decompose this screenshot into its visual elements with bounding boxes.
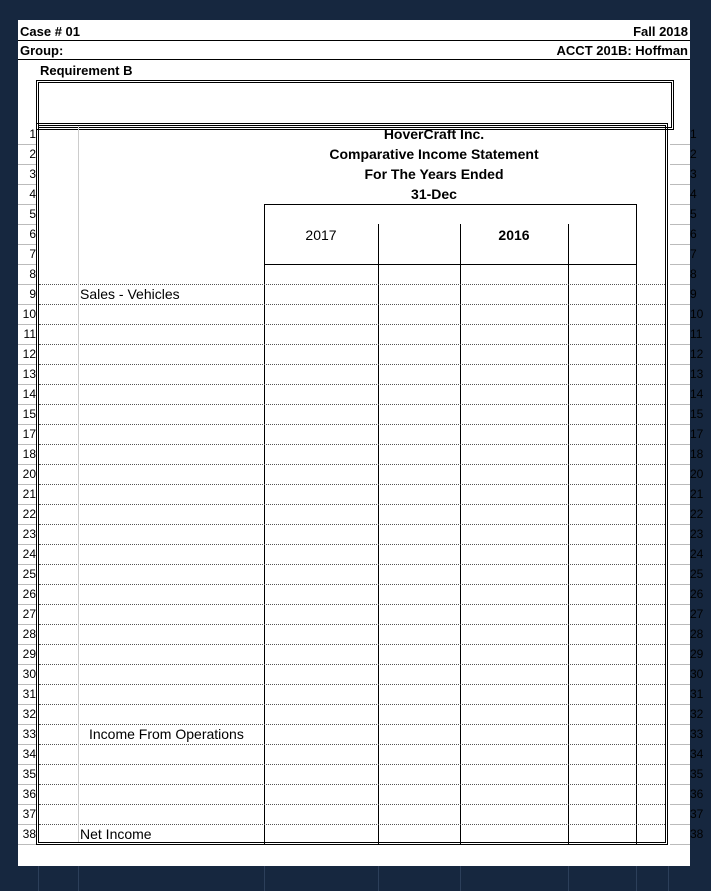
row-number-left: 3: [29, 167, 36, 181]
gutter-line: [18, 324, 36, 325]
row-line: [39, 364, 665, 365]
gutter-line: [18, 204, 36, 205]
gutter-line: [670, 804, 690, 805]
gutter-line: [670, 324, 690, 325]
row-number-left: 29: [22, 647, 36, 661]
row-number-right: 5: [690, 207, 697, 221]
gutter-line: [670, 784, 690, 785]
gutter-line: [670, 184, 690, 185]
row-number-right: 35: [690, 767, 704, 781]
row-number-left: 2: [29, 147, 36, 161]
row-number-right: 12: [690, 347, 704, 361]
company-name: HoverCraft Inc.: [383, 126, 485, 142]
row-number-right: 23: [690, 527, 704, 541]
row-number-right: 15: [690, 407, 704, 421]
gutter-line: [670, 384, 690, 385]
gutter-line: [670, 204, 690, 205]
row-number-left: 12: [22, 347, 36, 361]
row-number-left: 13: [22, 367, 36, 381]
row-line: [39, 404, 665, 405]
row-line: [39, 344, 665, 345]
row-line: [39, 484, 665, 485]
row-number-left: 9: [29, 287, 36, 301]
row-line: [39, 284, 665, 285]
row-number-left: 21: [22, 487, 36, 501]
row-line: [39, 784, 665, 785]
gutter-line: [18, 724, 36, 725]
row-number-left: 11: [23, 327, 36, 341]
gutter-line: [670, 564, 690, 565]
gutter-line: [18, 284, 36, 285]
gutter-line: [18, 364, 36, 365]
row-number-right: 13: [690, 367, 704, 381]
years-box-top: [264, 204, 636, 205]
col-line-d: [568, 224, 569, 845]
row-number-right: 11: [690, 327, 703, 341]
gutter-line: [670, 484, 690, 485]
row-number-left: 31: [22, 687, 36, 701]
row-number-right: 9: [690, 287, 697, 301]
gutter-line: [670, 364, 690, 365]
row-line: [39, 824, 665, 825]
row-number-left: 18: [22, 447, 36, 461]
row-number-left: 24: [22, 547, 36, 561]
gutter-line: [670, 464, 690, 465]
row-number-left: 38: [22, 827, 36, 841]
row-number-left: 20: [22, 467, 36, 481]
gutter-line: [18, 644, 36, 645]
gutter-line: [18, 424, 36, 425]
row-number-right: 7: [690, 247, 697, 261]
row-number-left: 37: [22, 807, 36, 821]
gutter-line: [670, 544, 690, 545]
gutter-line: [18, 224, 36, 225]
row-line: [39, 584, 665, 585]
row-line: [39, 564, 665, 565]
gutter-line: [18, 664, 36, 665]
header-divider: [18, 40, 690, 41]
gutter-line: [18, 164, 36, 165]
row-number-left: 28: [22, 627, 36, 641]
gutter-line: [670, 704, 690, 705]
row-number-right: 14: [690, 387, 704, 401]
row-line: [39, 764, 665, 765]
gutter-line: [670, 264, 690, 265]
gutter-line: [670, 584, 690, 585]
statement-date: 31-Dec: [411, 186, 457, 202]
gutter-line: [670, 424, 690, 425]
requirement-label: Requirement B: [40, 63, 133, 78]
gutter-line: [18, 184, 36, 185]
row-number-right: 4: [690, 187, 697, 201]
row-number-right: 30: [690, 667, 704, 681]
row-number-left: 17: [22, 427, 36, 441]
gutter-line: [18, 144, 36, 145]
column-2017: 2017: [305, 227, 337, 243]
row-number-right: 18: [690, 447, 704, 461]
row-line: [39, 744, 665, 745]
gutter-line: [18, 844, 36, 845]
row-line: [39, 724, 665, 725]
row-line: [39, 684, 665, 685]
gutter-line: [670, 344, 690, 345]
term-label: Fall 2018: [633, 24, 688, 39]
row-number-right: 36: [690, 787, 704, 801]
row-number-right: 24: [690, 547, 704, 561]
gutter-line: [670, 664, 690, 665]
row-number-left: 6: [29, 227, 36, 241]
gutter-line: [670, 244, 690, 245]
row-number-right: 2: [690, 147, 697, 161]
row-number-right: 34: [690, 747, 704, 761]
row-line: [39, 464, 665, 465]
worksheet: [18, 20, 704, 866]
row-line: [39, 664, 665, 665]
case-label: Case # 01: [20, 24, 80, 39]
gutter-line: [670, 284, 690, 285]
course-label: ACCT 201B: Hoffman: [556, 43, 688, 58]
gutter-line: [670, 744, 690, 745]
row-number-left: 7: [29, 247, 36, 261]
row-number-left: 22: [22, 507, 36, 521]
row-line: [39, 604, 665, 605]
row-number-right: 33: [690, 727, 704, 741]
row-number-left: 8: [29, 267, 36, 281]
row-number-left: 27: [22, 607, 36, 621]
row-line: [39, 704, 665, 705]
gutter-line: [18, 544, 36, 545]
gutter-line: [18, 404, 36, 405]
row-number-left: 10: [22, 307, 36, 321]
row-line: [39, 624, 665, 625]
row-line: [39, 504, 665, 505]
row-number-right: 26: [690, 587, 704, 601]
gutter-line: [670, 404, 690, 405]
row-number-right: 25: [690, 567, 704, 581]
column-2016: 2016: [498, 227, 530, 243]
row-number-right: 1: [690, 127, 697, 141]
row-number-right: 31: [690, 687, 704, 701]
net-income-label: Net Income: [80, 826, 152, 842]
row-line: [39, 324, 665, 325]
gutter-line: [670, 164, 690, 165]
row-line: [39, 544, 665, 545]
row-number-right: 29: [690, 647, 704, 661]
row-number-right: 21: [690, 487, 704, 501]
row-number-right: 6: [690, 227, 697, 241]
row-number-right: 37: [690, 807, 704, 821]
gutter-line: [18, 684, 36, 685]
spreadsheet-empty-area: [0, 866, 711, 891]
gutter-line: [18, 504, 36, 505]
gutter-line: [18, 604, 36, 605]
header-divider-2: [18, 59, 690, 60]
row-number-left: 33: [22, 727, 36, 741]
row-line: [39, 524, 665, 525]
row-number-right: 17: [690, 427, 704, 441]
row-line: [39, 804, 665, 805]
gutter-line: [18, 344, 36, 345]
row-number-right: 27: [690, 607, 704, 621]
row-number-left: 32: [22, 707, 36, 721]
gutter-line: [18, 564, 36, 565]
statement-period: For The Years Ended: [364, 166, 504, 182]
gutter-line: [670, 824, 690, 825]
gutter-line: [18, 824, 36, 825]
row-number-left: 26: [22, 587, 36, 601]
gutter-line: [670, 604, 690, 605]
row-line: [39, 384, 665, 385]
gutter-line: [18, 784, 36, 785]
gutter-line: [670, 444, 690, 445]
group-label: Group:: [20, 43, 64, 58]
gutter-line: [670, 684, 690, 685]
row-number-right: 28: [690, 627, 704, 641]
row-line: [39, 444, 665, 445]
row-number-left: 14: [22, 387, 36, 401]
col-line-c: [460, 224, 461, 845]
gutter-line: [18, 764, 36, 765]
row-line: [39, 304, 665, 305]
gutter-line: [670, 624, 690, 625]
row-number-left: 1: [29, 127, 36, 141]
gutter-line: [18, 384, 36, 385]
row-number-left: 5: [29, 207, 36, 221]
income-from-operations-label: Income From Operations: [89, 726, 244, 742]
gutter-line: [18, 464, 36, 465]
gutter-line: [18, 264, 36, 265]
gutter-line: [670, 524, 690, 525]
row-line: [39, 644, 665, 645]
gutter-line: [18, 704, 36, 705]
col-line-b: [378, 224, 379, 845]
row-number-left: 30: [22, 667, 36, 681]
gutter-line: [18, 484, 36, 485]
gutter-line: [18, 584, 36, 585]
gutter-line: [670, 504, 690, 505]
years-header-bottom: [264, 264, 636, 265]
gutter-line: [670, 144, 690, 145]
row-number-left: 35: [22, 767, 36, 781]
row-number-right: 3: [690, 167, 697, 181]
row-number-right: 8: [690, 267, 697, 281]
row-number-right: 22: [690, 507, 704, 521]
row-number-right: 20: [690, 467, 704, 481]
gutter-line: [18, 444, 36, 445]
row-number-left: 15: [22, 407, 36, 421]
row-line: [39, 424, 665, 425]
row-number-left: 36: [22, 787, 36, 801]
gutter-line: [18, 744, 36, 745]
row-number-right: 38: [690, 827, 704, 841]
row-number-left: 34: [22, 747, 36, 761]
row-number-right: 32: [690, 707, 704, 721]
gutter-line: [670, 644, 690, 645]
gutter-line: [670, 724, 690, 725]
gutter-line: [18, 524, 36, 525]
gutter-line: [18, 304, 36, 305]
gutter-line: [18, 624, 36, 625]
gutter-line: [670, 304, 690, 305]
row-number-right: 10: [690, 307, 704, 321]
row-number-left: 25: [22, 567, 36, 581]
row-number-left: 23: [22, 527, 36, 541]
row-number-left: 4: [29, 187, 36, 201]
label-col-line: [78, 126, 79, 842]
gutter-line: [18, 244, 36, 245]
gutter-line: [670, 844, 690, 845]
gutter-line: [670, 224, 690, 225]
gutter-line: [18, 804, 36, 805]
sales-vehicles-label: Sales - Vehicles: [80, 286, 180, 302]
gutter-line: [670, 764, 690, 765]
statement-title: Comparative Income Statement: [329, 146, 539, 162]
